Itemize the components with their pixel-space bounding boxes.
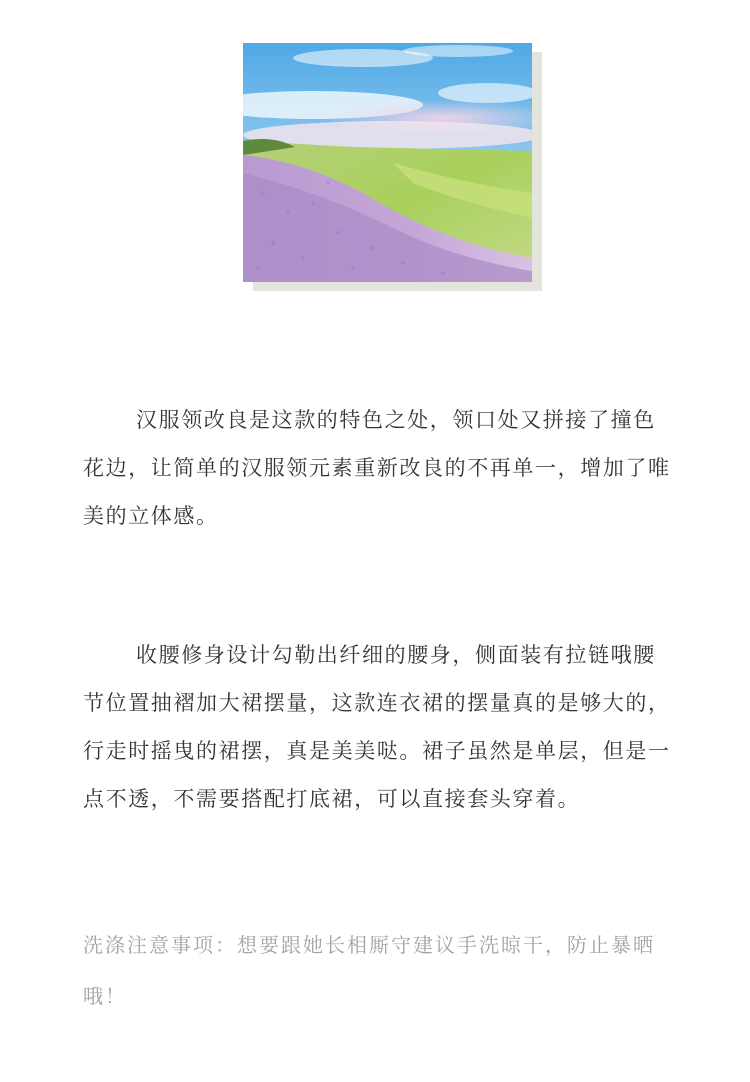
meadow-photo [243,43,532,282]
washing-note: 洗涤注意事项：想要跟她长相厮守建议手洗晾干，防止暴晒哦！ [83,933,655,1008]
paragraph-collar: 汉服领改良是这款的特色之处，领口处又拼接了撞色花边，让简单的汉服领元素重新改良的不再单一，增加了唯美的立体感。 [83,408,671,528]
paragraph-waist: 收腰修身设计勾勒出纤细的腰身，侧面装有拉链哦腰节位置抽褶加大裙摆量，这款连衣裙的摆量真的是够大的，行走时摇曳的裙摆，真是美美哒。裙子虽然是单层，但是一点不透，不需要搭配打底裙，可以直接套头穿着。 [83,643,671,811]
meadow-photo-frame [243,43,542,291]
meadow-landscape-image [243,43,532,282]
